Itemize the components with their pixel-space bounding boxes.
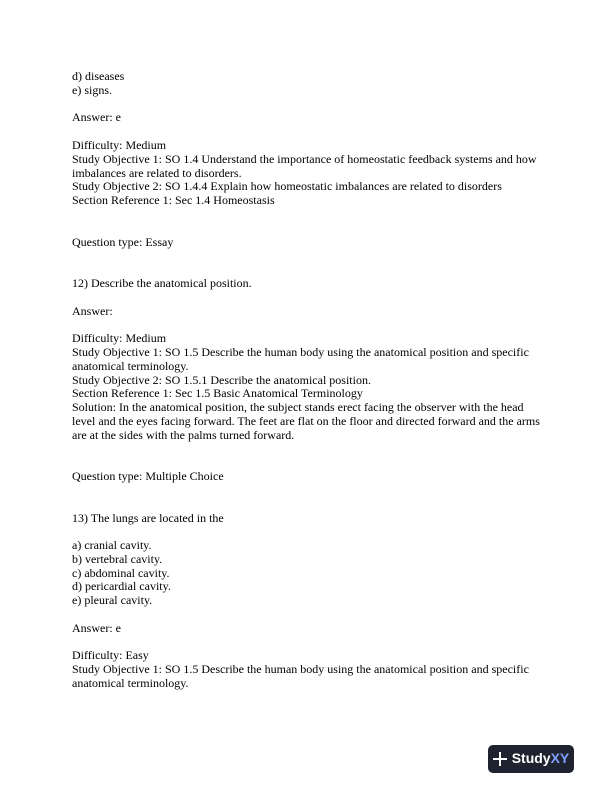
solution: Solution: In the anatomical position, the subject stands erect facing the observer with the head level and the eyes facing forward. The feet are flat on the floor and directed forward and the arms are at the sides with the palms turned forward. [72,400,543,442]
study-objective-2: Study Objective 2: SO 1.5.1 Describe the anatomical position. [72,372,371,387]
option-e: e) signs. [72,82,112,97]
plus-icon [493,752,507,766]
question-text: 12) Describe the anatomical position. [72,275,252,290]
difficulty: Difficulty: Medium [72,137,167,152]
answer: Answer: e [72,110,121,125]
option-b: b) vertebral cavity. [72,551,163,566]
answer: Answer: e [72,620,121,635]
study-objective-2: Study Objective 2: SO 1.4.4 Explain how homeostatic imbalances are related to disorders [72,179,502,194]
option-d: d) pericardial cavity. [72,579,171,594]
answer: Answer: [72,303,113,318]
study-objective-1: Study Objective 1: SO 1.5 Describe the human body using the anatomical position and specific anatomical terminology. [72,662,532,691]
question-type: Question type: Multiple Choice [72,469,224,484]
section-reference: Section Reference 1: Sec 1.4 Homeostasis [72,193,275,208]
option-d: d) diseases [72,69,125,83]
study-objective-1: Study Objective 1: SO 1.5 Describe the human body using the anatomical position and specific anatomical terminology. [72,344,532,373]
option-a: a) cranial cavity. [72,538,152,553]
document-page [72,70,544,691]
option-e: e) pleural cavity. [72,593,153,608]
section-reference: Section Reference 1: Sec 1.5 Basic Anatomical Terminology [72,386,363,401]
question-text: 13) The lungs are located in the [72,510,224,525]
difficulty: Difficulty: Medium [72,331,167,346]
brand-name: StudyXY [511,750,570,767]
option-c: c) abdominal cavity. [72,565,170,580]
question-type: Question type: Essay [72,234,174,249]
difficulty: Difficulty: Easy [72,648,149,663]
study-objective-1: Study Objective 1: SO 1.4 Understand the importance of homeostatic feedback systems and how imbalances are related to disorders. [72,151,540,180]
studyxy-badge[interactable] [488,745,574,773]
